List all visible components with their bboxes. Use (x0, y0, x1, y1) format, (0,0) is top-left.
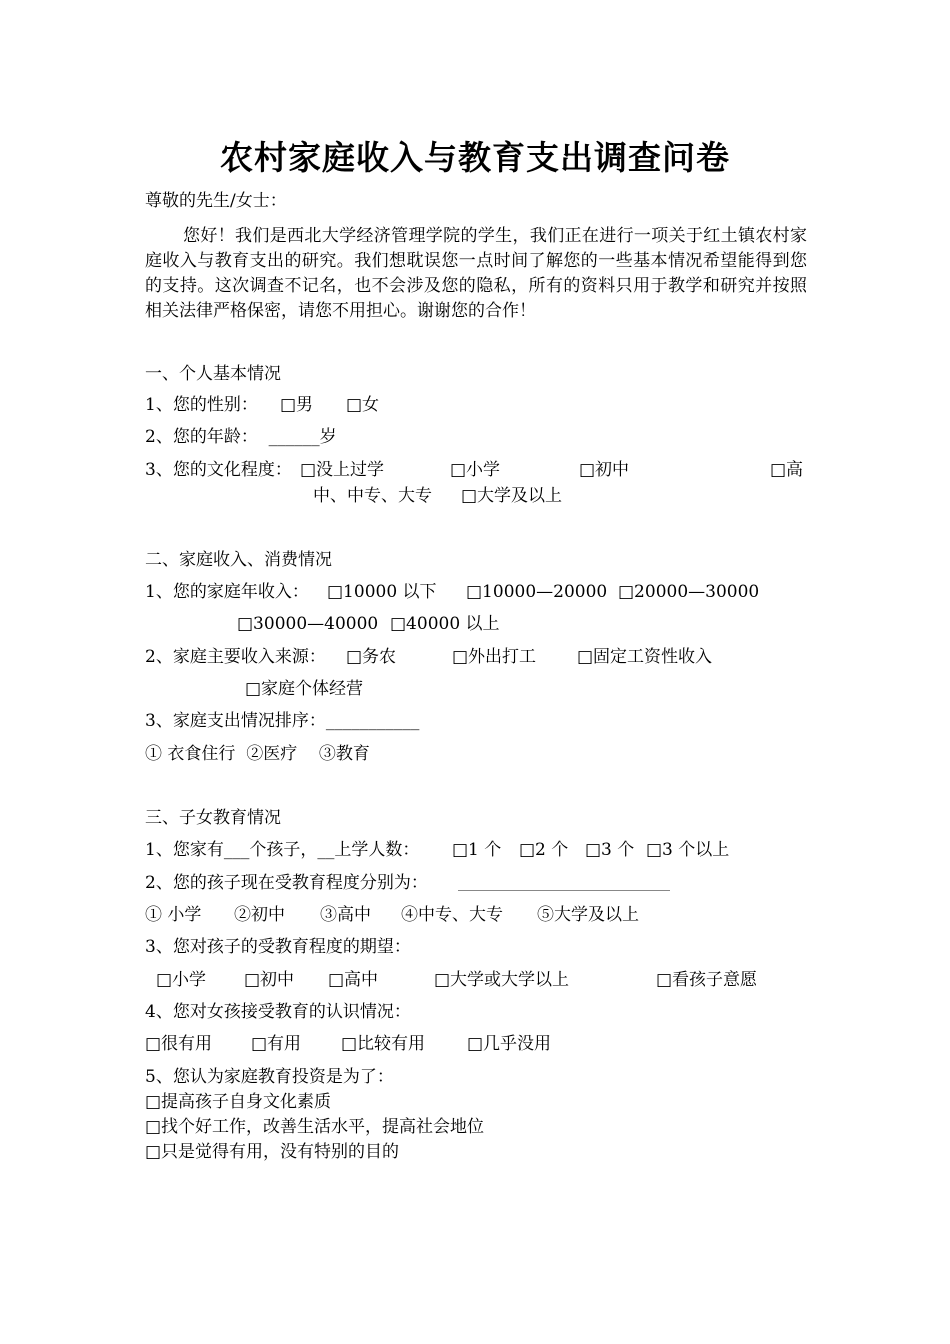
level-vocational: ④中专、大专 (401, 905, 503, 925)
question-expectation-label: 3、您对孩子的受教育程度的期望： (145, 937, 411, 957)
students-count-blank[interactable]: __ (317, 840, 335, 860)
option-income-1[interactable]: □10000 以下 (327, 582, 437, 602)
page-title: 农村家庭收入与教育支出调查问卷 (220, 138, 730, 177)
option-female[interactable]: □女 (346, 395, 380, 415)
current-level-answer-line[interactable] (458, 890, 670, 891)
question-income-label: 1、您的家庭年收入： (145, 582, 309, 602)
level-university: ⑤大学及以上 (537, 905, 639, 925)
option-two-children[interactable]: □2 个 (519, 840, 569, 860)
section-heading-personal: 一、个人基本情况 (145, 364, 281, 384)
age-blank[interactable]: ______ (268, 427, 320, 447)
option-income-2[interactable]: □10000—20000 (466, 582, 608, 602)
level-junior-high: ②初中 (234, 905, 285, 925)
option-useful[interactable]: □有用 (251, 1034, 302, 1054)
question-current-level-label: 2、您的孩子现在受教育程度分别为： (145, 873, 428, 893)
option-migrant-work[interactable]: □外出打工 (452, 647, 537, 667)
expect-high[interactable]: □高中 (328, 970, 379, 990)
option-university[interactable]: □大学及以上 (461, 486, 563, 506)
expense-items: ① 衣食住行 ②医疗 ③教育 (145, 744, 370, 764)
option-very-useful[interactable]: □很有用 (145, 1034, 213, 1054)
question-children (145, 838, 419, 862)
age-suffix: 岁 (319, 427, 337, 447)
option-income-3[interactable]: □20000—30000 (618, 582, 760, 602)
children-count-blank[interactable]: ___ (223, 840, 250, 860)
option-salary[interactable]: □固定工资性收入 (577, 647, 713, 667)
option-farming[interactable]: □务农 (346, 647, 397, 667)
expect-university[interactable]: □大学或大学以上 (434, 970, 570, 990)
question-gender-label: 1、您的性别： (145, 395, 258, 415)
option-three-children[interactable]: □3 个 (585, 840, 635, 860)
question-education-label: 3、您的文化程度： (145, 460, 292, 480)
section-heading-education: 三、子女教育情况 (145, 808, 281, 828)
section-heading-income: 二、家庭收入、消费情况 (145, 550, 332, 570)
option-high-continued: 中、中专、大专 (313, 486, 432, 506)
option-improve-quality[interactable]: □提高孩子自身文化素质 (145, 1092, 332, 1112)
option-more-children[interactable]: □3 个以上 (646, 840, 730, 860)
question-expense (145, 709, 419, 733)
option-one-child[interactable]: □1 个 (452, 840, 502, 860)
intro-paragraph: 您好！我们是西北大学经济管理学院的学生，我们正在进行一项关于红土镇农村家庭收入与教育支出的研究。我们想耽误您一点时间了解您的一些基本情况希望能得到您的支持。这次调查不记名，也不会涉及您的隐私，所有的资料只用于教学和研究并按照相关法律严格保密，请您不用担心。谢谢您的合作！ (145, 226, 807, 321)
level-high: ③高中 (320, 905, 371, 925)
option-high-prefix[interactable]: □高 (770, 460, 804, 480)
level-primary: ① 小学 (145, 905, 202, 925)
option-no-school[interactable]: □没上过学 (300, 460, 385, 480)
option-family-business[interactable]: □家庭个体经营 (245, 679, 364, 699)
option-income-4[interactable]: □30000—40000 (237, 614, 379, 634)
expense-blank[interactable]: ___________ (325, 711, 420, 731)
option-income-5[interactable]: □40000 以上 (390, 614, 500, 634)
expect-primary[interactable]: □小学 (156, 970, 207, 990)
option-almost-useless[interactable]: □几乎没用 (467, 1034, 552, 1054)
greeting: 尊敬的先生/女士： (145, 191, 287, 211)
students-label: 上学人数： (334, 840, 420, 860)
question-expense-label: 3、家庭支出情况排序： (145, 711, 326, 731)
children-mid: 个孩子， (249, 840, 318, 860)
question-girls-education-label: 4、您对女孩接受教育的认识情况： (145, 1002, 411, 1022)
option-junior-high[interactable]: □初中 (579, 460, 630, 480)
option-male[interactable]: □男 (280, 395, 314, 415)
expect-junior-high[interactable]: □初中 (244, 970, 295, 990)
option-just-useful[interactable]: □只是觉得有用，没有特别的目的 (145, 1142, 400, 1162)
question-age-label: 2、您的年龄： (145, 427, 258, 447)
option-good-job[interactable]: □找个好工作，改善生活水平，提高社会地位 (145, 1117, 485, 1137)
expect-child-choice[interactable]: □看孩子意愿 (656, 970, 758, 990)
children-prefix: 1、您家有 (145, 840, 224, 860)
option-primary[interactable]: □小学 (450, 460, 501, 480)
option-fairly-useful[interactable]: □比较有用 (341, 1034, 426, 1054)
question-age (145, 425, 337, 449)
question-investment-label: 5、您认为家庭教育投资是为了： (145, 1067, 394, 1087)
question-source-label: 2、家庭主要收入来源： (145, 647, 326, 667)
